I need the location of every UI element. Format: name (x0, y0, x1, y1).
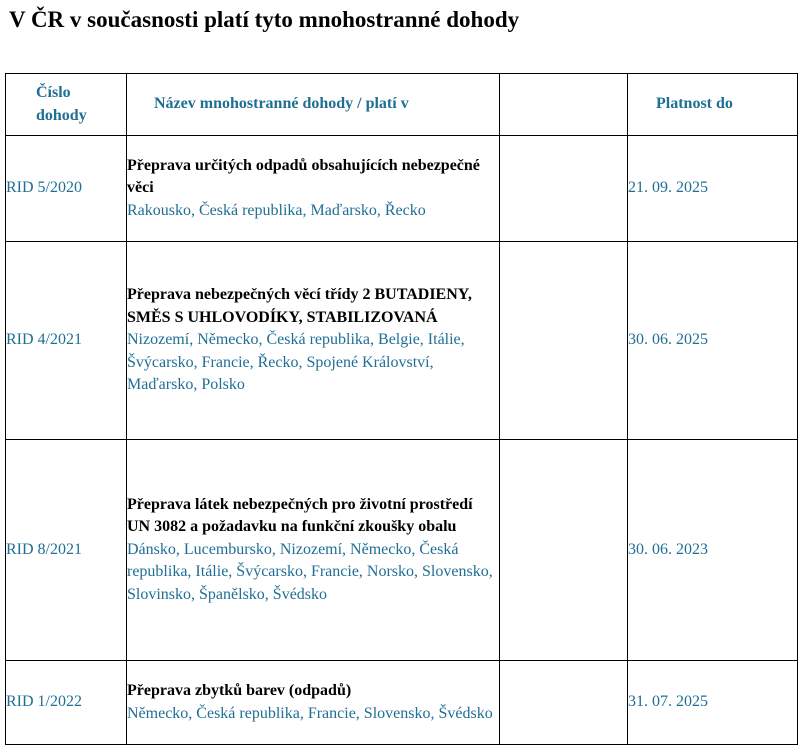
header-empty (500, 74, 628, 136)
agreement-number: RID 4/2021 (6, 242, 127, 440)
table-row (6, 242, 798, 440)
agreement-number: RID 1/2022 (6, 661, 127, 745)
agreement-valid-until: 31. 07. 2025 (628, 661, 798, 745)
empty-cell (500, 242, 628, 440)
header-name: Název mnohostranné dohody / platí v (127, 74, 500, 136)
page-title: V ČR v současnosti platí tyto mnohostranné dohody (9, 7, 520, 32)
table-header-row (6, 74, 798, 136)
table-row (6, 136, 798, 242)
empty-cell (500, 440, 628, 661)
agreement-valid-until: 30. 06. 2025 (628, 242, 798, 440)
agreement-countries: Nizozemí, Německo, Česká republika, Belgie, Itálie, Švýcarsko, Francie, Řecko, Spojené Království, Maďarsko, Polsko (127, 331, 465, 394)
table-row (6, 440, 798, 661)
agreement-name-cell (127, 136, 500, 242)
agreement-countries: Dánsko, Lucembursko, Nizozemí, Německo, Česká republika, Itálie, Švýcarsko, Francie, Norsko, Slovensko, Slovinsko, Španělsko, Švédsko (127, 540, 493, 603)
agreement-name-cell (127, 661, 500, 745)
agreement-countries: Německo, Česká republika, Francie, Slovensko, Švédsko (127, 704, 493, 722)
agreement-title: Přeprava zbytků barev (odpadů) (127, 682, 352, 699)
agreement-title: Přeprava látek nebezpečných pro životní prostředí UN 3082 a požadavku na funkční zkoušky obalu (127, 495, 473, 536)
agreement-valid-until: 30. 06. 2023 (628, 440, 798, 661)
agreement-title: Přeprava určitých odpadů obsahujících nebezpečné věci (127, 156, 480, 197)
agreement-number: RID 5/2020 (6, 136, 127, 242)
agreements-table (5, 73, 798, 745)
header-valid-until: Platnost do (628, 74, 798, 136)
header-number: Číslo dohody (6, 74, 127, 136)
agreement-name-cell (127, 440, 500, 661)
agreement-title: Přeprava nebezpečných věcí třídy 2 BUTADIENY, SMĚS S UHLOVODÍKY, STABILIZOVANÁ (127, 286, 472, 326)
agreement-name-cell (127, 242, 500, 440)
agreement-countries: Rakousko, Česká republika, Maďarsko, Řecko (127, 201, 426, 219)
empty-cell (500, 661, 628, 745)
empty-cell (500, 136, 628, 242)
table-row (6, 661, 798, 745)
agreement-number: RID 8/2021 (6, 440, 127, 661)
agreement-valid-until: 21. 09. 2025 (628, 136, 798, 242)
